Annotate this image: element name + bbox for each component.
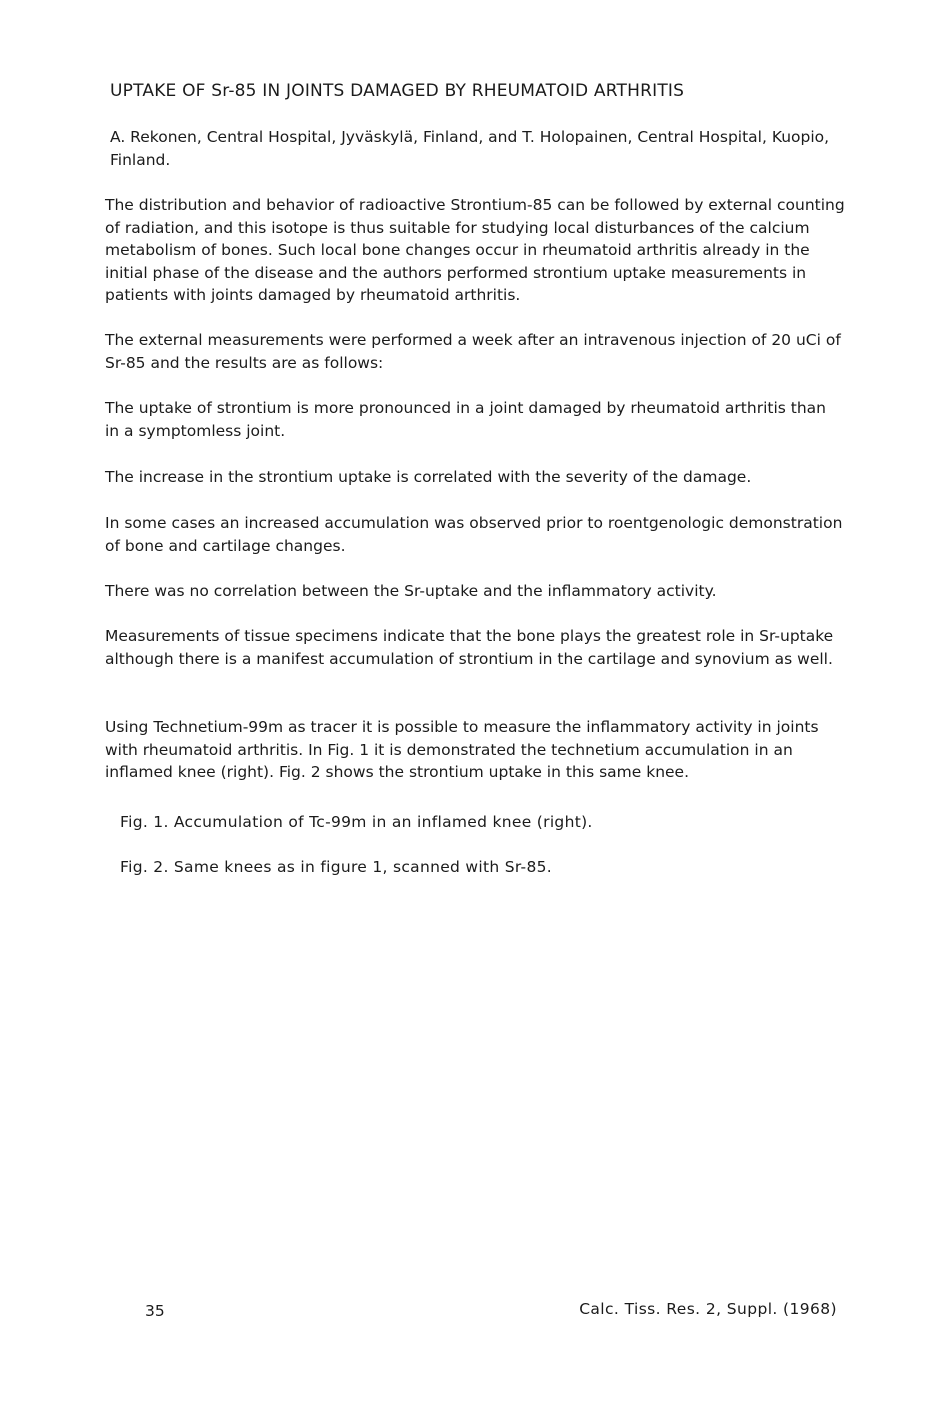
journal-citation: Calc. Tiss. Res. 2, Suppl. (1968) — [579, 1300, 837, 1318]
figure-caption-1: Fig. 1. Accumulation of Tc-99m in an inflamed knee (right). — [120, 813, 593, 831]
page-number: 35 — [145, 1302, 165, 1320]
paragraph-specimens: Measurements of tissue specimens indicate that the bone plays the greatest role in Sr-uptake although there is a manifest accumulation of strontium in the cartilage and synovium as well. — [105, 627, 834, 668]
paragraph-technetium: Using Technetium-99m as tracer it is possible to measure the inflammatory activity in joints with rheumatoid arthritis. In Fig. 1 it is demonstrated the technetium accumulation in an inflamed knee (right). Fig. 2 shows the strontium uptake in this same knee. — [105, 718, 819, 781]
paper-title: UPTAKE OF Sr-85 IN JOINTS DAMAGED BY RHEUMATOID ARTHRITIS — [110, 81, 685, 101]
paragraph-intro: The distribution and behavior of radioactive Strontium-85 can be followed by external counting of radiation, and this isotope is thus suitable for studying local disturbances of the calcium metabolism of bones. Such local bone changes occur in rheumatoid arthritis already in the initial phase of the disease and the authors performed strontium uptake measurements in patients with joints damaged by rheumatoid arthritis. — [105, 196, 845, 304]
paragraph-result-1: The uptake of strontium is more pronounced in a joint damaged by rheumatoid arthritis than in a symptomless joint. — [105, 399, 826, 440]
paragraph-result-2: The increase in the strontium uptake is correlated with the severity of the damage. — [105, 468, 752, 486]
paragraph-result-4: There was no correlation between the Sr-uptake and the inflammatory activity. — [105, 582, 717, 600]
paragraph-result-3: In some cases an increased accumulation was observed prior to roentgenologic demonstration of bone and cartilage changes. — [105, 514, 843, 555]
figure-caption-2: Fig. 2. Same knees as in figure 1, scanned with Sr-85. — [120, 858, 552, 876]
author-affiliations: A. Rekonen, Central Hospital, Jyväskylä, Finland, and T. Holopainen, Central Hospital, Kuopio, Finland. — [110, 128, 830, 169]
paragraph-methods: The external measurements were performed a week after an intravenous injection of 20 uCi of Sr-85 and the results are as follows: — [105, 331, 841, 372]
